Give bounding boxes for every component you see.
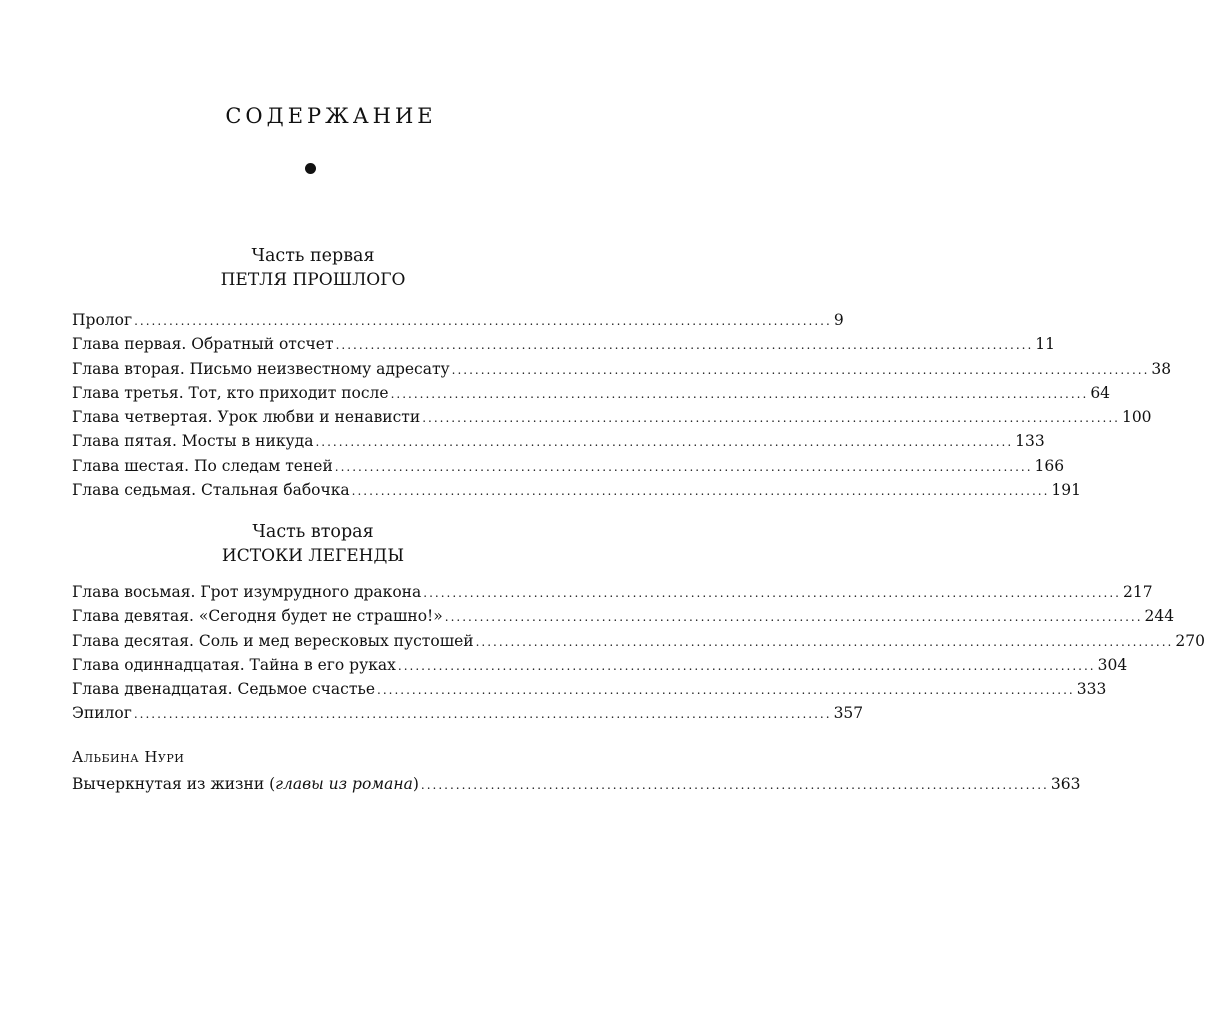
toc-entry[interactable]	[72, 478, 1081, 502]
toc-entry-page: 333	[1076, 680, 1107, 699]
toc-entry-page: 244	[1144, 607, 1175, 626]
toc-leader-dots: ........................................................................................................................	[475, 634, 1174, 649]
toc-entry[interactable]	[72, 772, 1081, 796]
toc-entry-page: 191	[1051, 481, 1081, 500]
toc-leader-dots: ........................................................................................................................	[134, 314, 832, 328]
toc-entry-title: Глава восьмая. Грот изумрудного дракона	[72, 583, 422, 601]
toc-entry-page: 166	[1034, 456, 1065, 475]
toc-entry-page: 64	[1090, 383, 1111, 402]
toc-leader-dots: ........................................................................................................................	[351, 484, 1050, 499]
appendix-author: Альбина Нури	[72, 748, 185, 766]
toc-part-two	[72, 580, 1205, 726]
toc-leader-dots: ........................................................................................................................	[390, 386, 1089, 401]
toc-entry-title: Глава первая. Обратный отсчет	[72, 335, 334, 354]
toc-entry-page: 9	[833, 311, 844, 329]
toc-entry-title: Глава двенадцатая. Седьмое счастье	[72, 680, 375, 699]
toc-leader-dots: ............................................................................................................	[420, 778, 1049, 792]
bullet-ornament	[305, 163, 316, 174]
part-one-label: Часть первая	[251, 246, 375, 266]
toc-entry[interactable]	[72, 429, 1045, 453]
toc-appendix	[72, 772, 1081, 796]
toc-entry[interactable]	[72, 308, 844, 332]
toc-entry-title: Глава десятая. Соль и мед вересковых пустошей	[72, 631, 474, 650]
part-two-label: Часть вторая	[252, 522, 374, 542]
toc-leader-dots: ........................................................................................................................	[133, 707, 832, 722]
toc-entry-page: 217	[1123, 583, 1153, 601]
toc-leader-dots: ........................................................................................................................	[335, 338, 1034, 353]
toc-leader-dots: ........................................................................................................................	[422, 411, 1120, 426]
toc-entry-title: Глава одиннадцатая. Тайна в его руках	[72, 655, 396, 674]
toc-entry[interactable]	[72, 381, 1111, 405]
toc-entry-title: Глава шестая. По следам теней	[72, 456, 333, 475]
toc-entry-page: 270	[1175, 631, 1205, 650]
part-two-heading	[0, 520, 626, 568]
toc-entry[interactable]	[72, 405, 1152, 429]
toc-leader-dots: ........................................................................................................................	[423, 586, 1121, 600]
toc-entry-title: Глава девятая. «Сегодня будет не страшно!»	[72, 607, 443, 626]
toc-entry-page: 357	[833, 704, 864, 723]
toc-entry[interactable]	[72, 701, 864, 725]
toc-leader-dots: ........................................................................................................................	[397, 658, 1096, 673]
toc-leader-dots: ........................................................................................................................	[334, 459, 1033, 474]
toc-entry-title: Эпилог	[72, 704, 132, 723]
toc-entry[interactable]	[72, 677, 1107, 701]
toc-leader-dots: ........................................................................................................................	[444, 610, 1143, 625]
contents-title: СОДЕРЖАНИЕ	[225, 104, 437, 128]
part-two-name: ИСТОКИ ЛЕГЕНДЫ	[221, 546, 405, 566]
toc-entry-page: 304	[1097, 655, 1128, 674]
toc-leader-dots: ........................................................................................................................	[377, 683, 1075, 698]
toc-entry[interactable]	[72, 454, 1065, 478]
toc-entry-page: 133	[1015, 432, 1045, 451]
toc-entry-title: Пролог	[72, 311, 133, 329]
toc-entry-page: 11	[1035, 335, 1056, 354]
toc-entry[interactable]	[72, 629, 1205, 653]
toc-entry[interactable]	[72, 653, 1128, 677]
toc-entry-page: 100	[1121, 408, 1152, 427]
toc-entry[interactable]	[72, 580, 1153, 604]
part-one-heading	[0, 244, 626, 292]
toc-entry-title: Глава пятая. Мосты в никуда	[72, 432, 314, 451]
toc-entry[interactable]	[72, 604, 1175, 628]
toc-entry[interactable]	[72, 332, 1056, 356]
toc-leader-dots: ........................................................................................................................	[315, 435, 1014, 450]
part-one-name: ПЕТЛЯ ПРОШЛОГО	[220, 270, 406, 290]
toc-entry-title: Вычеркнутая из жизни (главы из романа)	[72, 775, 419, 793]
toc-entry-title: Глава вторая. Письмо неизвестному адресату	[72, 359, 450, 378]
toc-entry[interactable]	[72, 357, 1172, 381]
toc-entry-title: Глава седьмая. Стальная бабочка	[72, 481, 350, 500]
toc-part-one	[72, 308, 1172, 502]
toc-entry-page: 363	[1050, 775, 1081, 793]
toc-entry-title: Глава третья. Тот, кто приходит после	[72, 383, 389, 402]
toc-entry-title: Глава четвертая. Урок любви и ненависти	[72, 408, 421, 427]
toc-leader-dots: ........................................................................................................................	[451, 362, 1150, 377]
toc-entry-page: 38	[1151, 359, 1172, 378]
